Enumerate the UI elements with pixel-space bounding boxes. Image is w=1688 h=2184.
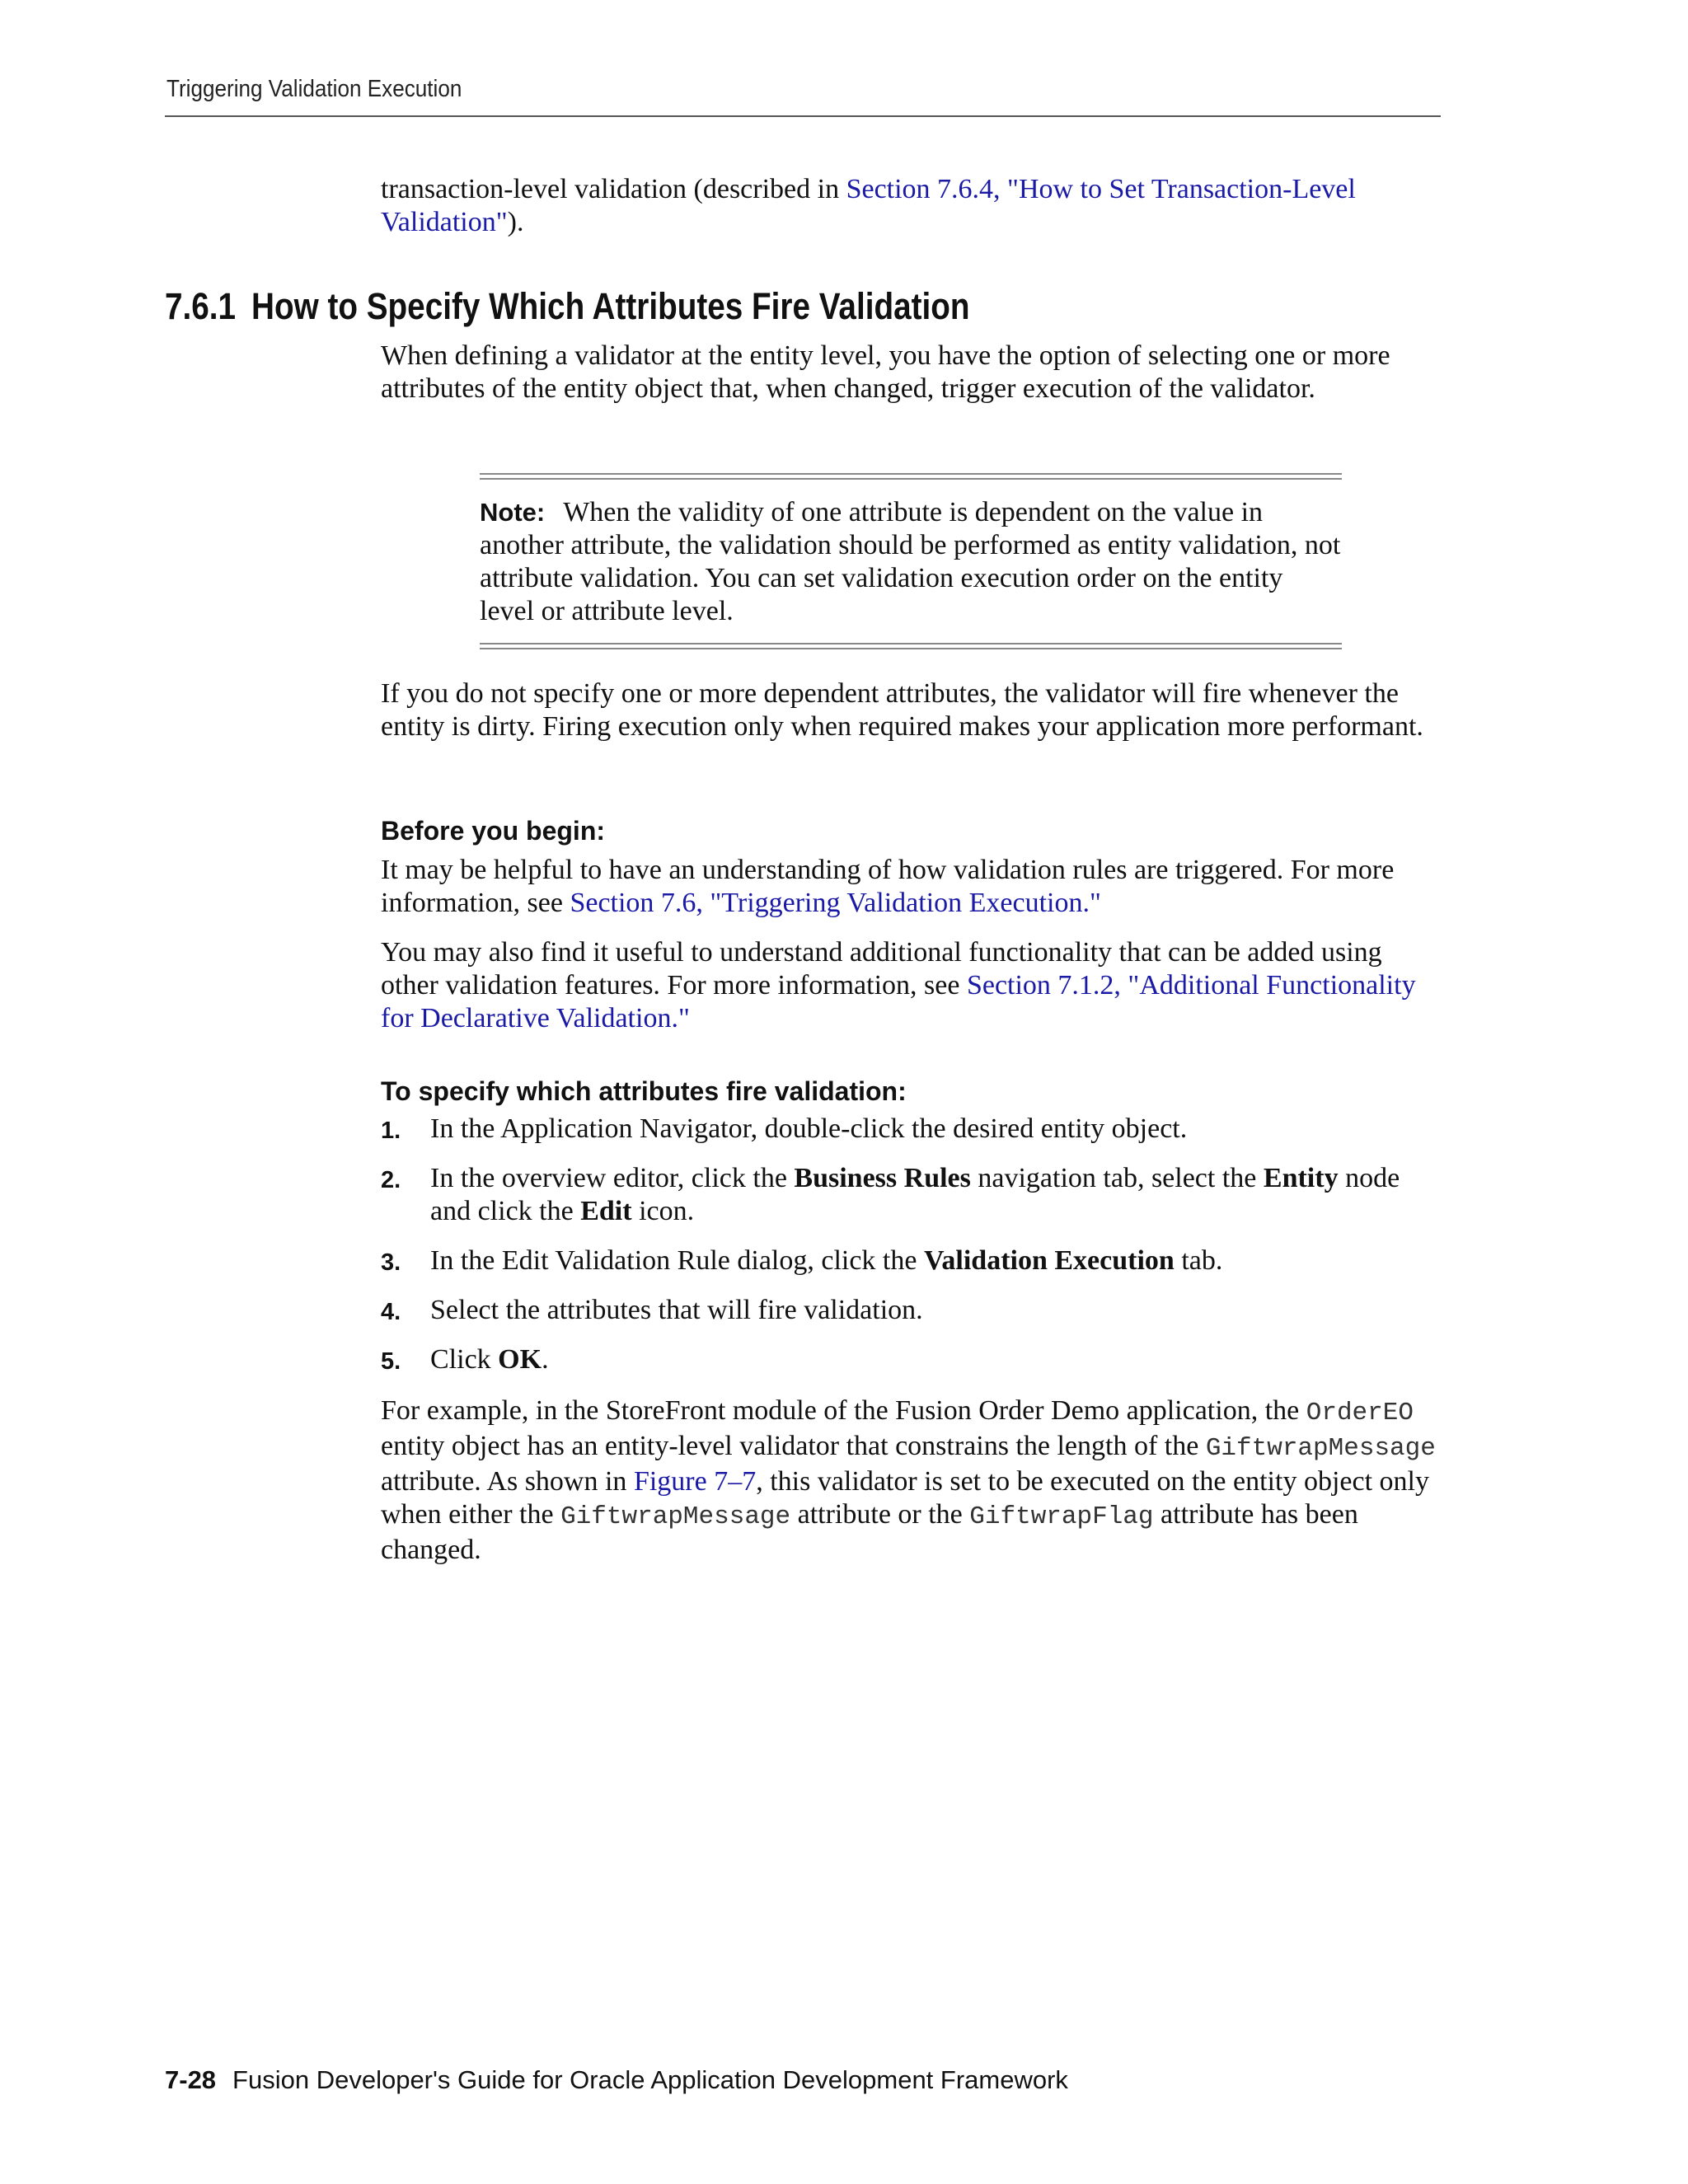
intro-paragraph — [381, 173, 1444, 239]
intro-text-end: ). — [507, 207, 524, 237]
step-1 — [381, 1113, 1444, 1146]
example-text: entity object has an entity-level validator that constrains the length of the — [381, 1431, 1206, 1461]
xref-link-7-1-2[interactable]: Section 7.1.2, "Additional Functionality for Declarative Validation." — [381, 970, 1416, 1033]
example-text: attribute or the — [790, 1499, 970, 1530]
note-top-rule — [480, 473, 1342, 480]
step-text: navigation tab, select the — [970, 1163, 1264, 1193]
step-text: icon. — [631, 1196, 695, 1226]
step-text: Click — [430, 1344, 499, 1375]
code-giftwrapmessage: GiftwrapMessage — [560, 1502, 791, 1531]
ui-term-business-rules: Business Rules — [794, 1163, 971, 1193]
step-number: 5. — [381, 1348, 401, 1375]
intro-text: transaction-level validation (described in — [381, 174, 846, 204]
example-text: attribute has been changed. — [381, 1499, 1358, 1565]
example-text: attribute. As shown in — [381, 1466, 634, 1497]
step-text: Select the attributes that will fire validation. — [430, 1295, 923, 1325]
step-3 — [381, 1244, 1444, 1277]
header-rule — [165, 115, 1441, 117]
section-title: How to Specify Which Attributes Fire Validation — [251, 285, 970, 327]
note-text: When the validity of one attribute is dependent on the value in another attribute, the validation should be performed as entity validation, not attribute validation. You can set validation execution order on the entity level or attribute level. — [480, 497, 1341, 626]
note-bottom-rule — [480, 643, 1342, 649]
step-text: In the Application Navigator, double-click the desired entity object. — [430, 1113, 1188, 1144]
code-ordereo: OrderEO — [1306, 1399, 1414, 1427]
step-text: In the Edit Validation Rule dialog, click the — [430, 1245, 924, 1276]
before-paragraph-2 — [381, 936, 1444, 1035]
step-number: 2. — [381, 1167, 401, 1193]
before-paragraph-1 — [381, 854, 1444, 920]
ui-term-validation-execution: Validation Execution — [923, 1245, 1175, 1276]
example-text: For example, in the StoreFront module of the Fusion Order Demo application, the — [381, 1395, 1306, 1426]
step-number: 1. — [381, 1118, 401, 1144]
code-giftwrapflag: GiftwrapFlag — [969, 1502, 1154, 1531]
step-5 — [381, 1343, 1444, 1376]
before-p2-text: You may also find it useful to understand additional functionality that can be added using other validation features. For more information, see — [381, 937, 1382, 1001]
example-text: , this validator is set to be executed on the entity object only when either the — [381, 1466, 1429, 1530]
note-box — [480, 473, 1342, 649]
xref-link-7-6[interactable]: Section 7.6, "Triggering Validation Execution." — [570, 888, 1101, 918]
before-you-begin-heading: Before you begin: — [381, 816, 606, 846]
page-number: 7-28 — [165, 2065, 217, 2094]
note-body — [480, 480, 1342, 643]
xref-link-figure-7-7[interactable]: Figure 7–7 — [633, 1466, 757, 1497]
book-title: Fusion Developer's Guide for Oracle Application Development Framework — [232, 2065, 1068, 2094]
ui-term-ok: OK — [498, 1344, 542, 1375]
procedure-heading: To specify which attributes fire validation: — [381, 1076, 907, 1106]
xref-link-7-6-4[interactable]: Section 7.6.4, "How to Set Transaction-Level Validation" — [381, 174, 1356, 237]
example-paragraph — [381, 1394, 1444, 1567]
step-2 — [381, 1162, 1444, 1228]
paragraph-2 — [381, 677, 1444, 743]
section-number: 7.6.1 — [165, 285, 237, 327]
running-header: Triggering Validation Execution — [166, 76, 462, 102]
step-text: In the overview editor, click the — [430, 1163, 795, 1193]
paragraph-2-text: If you do not specify one or more dependent attributes, the validator will fire whenever the entity is dirty. Firing execution only when required makes your application more performant. — [381, 678, 1423, 742]
page-footer — [165, 2065, 1068, 2095]
ui-term-entity: Entity — [1263, 1163, 1339, 1193]
step-number: 4. — [381, 1299, 401, 1325]
paragraph-1-text: When defining a validator at the entity level, you have the option of selecting one or more attributes of the entity object that, when changed, trigger execution of the validator. — [381, 340, 1390, 404]
before-p1-text: It may be helpful to have an understanding of how validation rules are triggered. For more information, see — [381, 855, 1395, 918]
note-label: Note: — [480, 498, 546, 527]
step-text: node and click the — [430, 1163, 1400, 1226]
step-number: 3. — [381, 1249, 401, 1276]
step-text: . — [542, 1344, 549, 1375]
ui-term-edit: Edit — [580, 1196, 632, 1226]
step-4 — [381, 1294, 1444, 1327]
section-heading — [165, 285, 970, 328]
code-giftwrapmessage: GiftwrapMessage — [1205, 1434, 1436, 1463]
procedure-steps — [381, 1113, 1444, 1393]
step-text: tab. — [1174, 1245, 1223, 1276]
paragraph-1 — [381, 340, 1444, 405]
